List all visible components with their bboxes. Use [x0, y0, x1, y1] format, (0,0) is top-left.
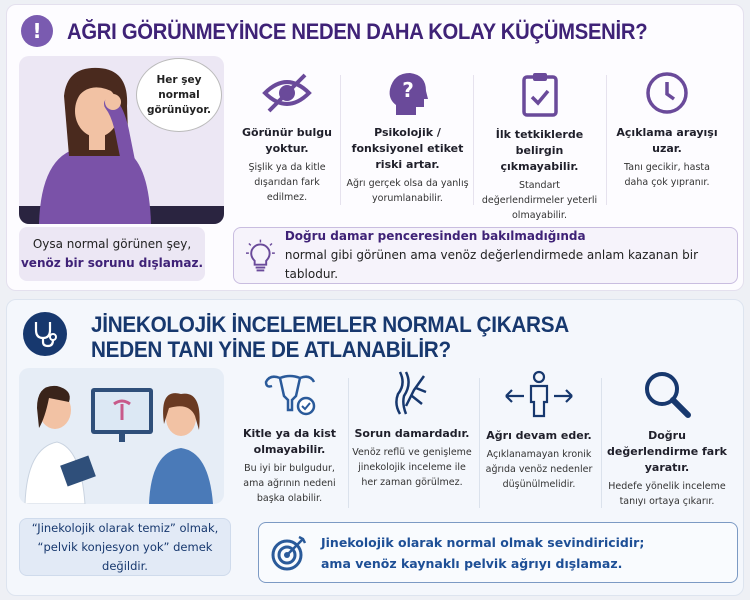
- section-title: [91, 312, 569, 362]
- title-line-2: NEDEN TANI YİNE DE ATLANABİLİR?: [91, 337, 451, 362]
- clock-icon: [645, 71, 689, 115]
- title-line-1: JİNEKOLOJİK İNCELEMELER NORMAL ÇIKARSA: [91, 312, 569, 337]
- item-desc: Bu iyi bir bulgudur, ama ağrının nedeni başka olabilir.: [243, 463, 336, 504]
- info-item-pain-continues: [479, 370, 599, 492]
- item-title: Psikolojik / fonksiyonel etiket riski artar.: [351, 126, 464, 171]
- info-item-correct-evaluation: [603, 370, 731, 509]
- item-title: Ağrı devam eder.: [486, 429, 592, 442]
- item-desc: Ağrı gerçek olsa da yanlış yorumlanabilir.: [346, 178, 469, 204]
- item-desc: Şişlik ya da kitle dışarıdan fark edilmez.: [248, 162, 326, 203]
- divider: [601, 378, 602, 508]
- info-item-initial-tests: [477, 71, 602, 223]
- uterus-check-icon: [262, 370, 318, 416]
- caption-line-1: “Jinekolojik olarak temiz” olmak,: [31, 520, 219, 535]
- person-arrows-icon: [504, 370, 574, 418]
- svg-text:?: ?: [401, 78, 414, 102]
- magnifier-icon: [643, 370, 691, 418]
- info-item-label-risk: [345, 71, 470, 206]
- caption-box: [19, 227, 205, 281]
- info-item-vein-problem: [352, 370, 472, 490]
- veins-icon: [392, 370, 432, 416]
- item-desc: Venöz reflü ve genişleme jinekolojik inceleme ile her zaman görülmez.: [352, 447, 472, 488]
- tip-title: Doğru damar penceresinden bakılmadığında: [284, 229, 586, 243]
- divider: [348, 378, 349, 508]
- section-card-invisible-pain: [6, 4, 744, 291]
- exclamation-icon: !: [21, 15, 53, 47]
- stethoscope-icon: [23, 312, 67, 356]
- item-desc: Tanı gecikir, hasta daha çok yıpranır.: [624, 162, 710, 188]
- item-desc: Hedefe yönelik inceleme tanıyı ortaya çıkarır.: [608, 481, 726, 507]
- tip-line-2: ama venöz kaynaklı pelvik ağrıyı dışlamaz.: [321, 555, 623, 571]
- head-question-icon: [386, 71, 430, 115]
- item-title: Açıklama arayışı uzar.: [616, 126, 718, 155]
- divider: [473, 75, 474, 205]
- caption-box: [19, 518, 231, 576]
- item-title: Doğru değerlendirme fark yaratır.: [607, 429, 727, 474]
- section-title: AĞRI GÖRÜNMEYİNCE NEDEN DAHA KOLAY KÜÇÜMSENİR?: [67, 19, 648, 44]
- clipboard-check-icon: [520, 71, 560, 117]
- divider: [340, 75, 341, 205]
- eye-slash-icon: [261, 71, 313, 115]
- lightbulb-icon: [246, 239, 275, 273]
- divider: [606, 75, 607, 205]
- caption-line-1: Oysa normal görünen şey,: [32, 237, 192, 251]
- speech-bubble: Her şey normal görünüyor.: [136, 58, 222, 132]
- tip-line-1: Jinekolojik olarak normal olmak sevindiricidir;: [321, 534, 645, 550]
- caption-line-2: “pelvik konjesyon yok” demek değildir.: [37, 539, 213, 573]
- item-desc: Açıklanamayan kronik ağrıda venöz nedenler düşünülmelidir.: [485, 449, 593, 490]
- info-item-longer-search: [611, 71, 723, 190]
- item-title: Görünür bulgu yoktur.: [242, 126, 332, 155]
- item-desc: Standart değerlendirmeler yeterli olmayabilir.: [481, 180, 598, 221]
- target-icon: [271, 535, 307, 571]
- caption-line-2: venöz bir sorunu dışlamaz.: [20, 256, 204, 270]
- tip-text: normal gibi görünen ama venöz değerlendirmede anlam kazanan bir tablodur.: [284, 248, 699, 281]
- section-card-gynecologic-normal: [6, 299, 744, 596]
- info-item-no-mass: [237, 370, 342, 506]
- tip-box: [258, 522, 738, 583]
- info-item-no-visible-finding: [237, 71, 337, 205]
- item-title: İlk tetkiklerde belirgin çıkmayabilir.: [495, 128, 584, 173]
- item-title: Sorun damardadır.: [354, 427, 470, 440]
- tip-box: [233, 227, 738, 284]
- item-title: Kitle ya da kist olmayabilir.: [242, 427, 337, 456]
- doctor-patient-illustration: [19, 368, 224, 504]
